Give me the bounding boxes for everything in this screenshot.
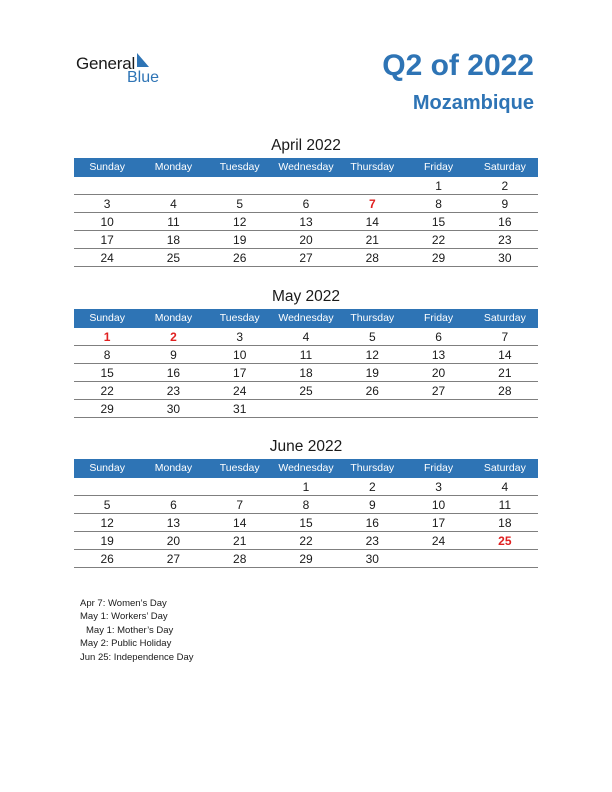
holiday-day-cell: 1 bbox=[103, 330, 111, 344]
country-name: Mozambique bbox=[412, 92, 534, 114]
day-cell: 21 bbox=[498, 366, 512, 380]
day-cell: 11 bbox=[498, 498, 512, 512]
day-cell: 26 bbox=[233, 251, 247, 265]
holiday-day-cell: 25 bbox=[498, 534, 512, 548]
week-row bbox=[74, 195, 538, 213]
month-calendar bbox=[74, 436, 538, 568]
week-row bbox=[74, 177, 538, 195]
holiday-day-cell: 7 bbox=[368, 197, 376, 211]
page-title: Q2 of 2022 bbox=[382, 49, 534, 82]
week-row bbox=[74, 364, 538, 382]
day-cell: 17 bbox=[431, 516, 446, 530]
week-row bbox=[74, 231, 538, 249]
day-cell: 5 bbox=[368, 330, 376, 344]
day-cell: 25 bbox=[166, 251, 181, 265]
day-cell: 4 bbox=[501, 480, 509, 494]
day-cell: 29 bbox=[100, 402, 114, 416]
day-cell: 18 bbox=[299, 366, 313, 380]
day-cell: 22 bbox=[299, 534, 313, 548]
weekday-label: Monday bbox=[154, 161, 193, 173]
day-cell bbox=[405, 400, 471, 418]
day-cell: 17 bbox=[233, 366, 247, 380]
day-cell: 20 bbox=[431, 366, 446, 380]
day-cell: 1 bbox=[302, 480, 310, 494]
day-cell: 16 bbox=[166, 366, 181, 380]
weekday-label: Tuesday bbox=[219, 462, 260, 474]
holiday-note: May 1: Workers’ Day bbox=[80, 611, 168, 623]
day-cell: 27 bbox=[166, 552, 181, 566]
month-title: April 2022 bbox=[271, 137, 341, 154]
week-row bbox=[74, 514, 538, 532]
day-cell: 6 bbox=[302, 197, 310, 211]
day-cell: 29 bbox=[431, 251, 446, 265]
day-cell bbox=[472, 400, 538, 418]
weekday-label: Friday bbox=[423, 312, 454, 324]
day-cell: 12 bbox=[365, 348, 379, 362]
day-cell: 28 bbox=[365, 251, 379, 265]
day-cell: 6 bbox=[435, 330, 442, 344]
day-cell: 19 bbox=[365, 366, 379, 380]
weekday-label: Friday bbox=[423, 161, 454, 173]
day-cell bbox=[74, 177, 140, 195]
day-cell: 19 bbox=[233, 233, 247, 247]
day-cell: 23 bbox=[365, 534, 379, 548]
day-cell: 23 bbox=[166, 384, 181, 398]
day-cell: 3 bbox=[236, 330, 244, 344]
day-cell: 18 bbox=[498, 516, 512, 530]
day-cell: 10 bbox=[233, 348, 247, 362]
weekday-label: Monday bbox=[154, 312, 193, 324]
day-cell bbox=[339, 400, 405, 418]
day-cell: 20 bbox=[299, 233, 313, 247]
day-cell: 13 bbox=[299, 215, 313, 229]
day-cell: 5 bbox=[103, 498, 111, 512]
day-cell: 18 bbox=[166, 233, 181, 247]
day-cell: 28 bbox=[498, 384, 512, 398]
day-cell: 3 bbox=[103, 197, 111, 211]
day-cell bbox=[140, 177, 206, 195]
week-row bbox=[74, 249, 538, 267]
month-title: May 2022 bbox=[271, 288, 341, 305]
weekday-label: Thursday bbox=[350, 161, 395, 173]
day-cell bbox=[339, 177, 405, 195]
month-calendar bbox=[74, 135, 538, 267]
holiday-note: Jun 25: Independence Day bbox=[80, 651, 194, 663]
day-cell: 5 bbox=[236, 197, 244, 211]
day-cell: 10 bbox=[100, 215, 114, 229]
day-cell: 14 bbox=[498, 348, 512, 362]
day-cell: 13 bbox=[431, 348, 446, 362]
weekday-label: Wednesday bbox=[278, 462, 334, 474]
day-cell: 9 bbox=[170, 348, 177, 362]
day-cell bbox=[273, 400, 339, 418]
day-cell: 3 bbox=[435, 480, 442, 494]
logo-triangle-icon bbox=[137, 53, 149, 67]
day-cell: 12 bbox=[100, 516, 114, 530]
day-cell: 13 bbox=[166, 516, 181, 530]
day-cell: 16 bbox=[498, 215, 512, 229]
weekday-label: Monday bbox=[154, 462, 193, 474]
week-row bbox=[74, 400, 538, 418]
logo-word-blue: Blue bbox=[127, 69, 160, 86]
day-cell: 29 bbox=[299, 552, 313, 566]
day-cell: 21 bbox=[233, 534, 247, 548]
day-cell: 19 bbox=[100, 534, 114, 548]
month-title: June 2022 bbox=[269, 438, 343, 455]
day-cell bbox=[207, 177, 273, 195]
week-row bbox=[74, 346, 538, 364]
weekday-label: Saturday bbox=[483, 161, 526, 173]
weekday-label: Thursday bbox=[350, 462, 395, 474]
week-row bbox=[74, 478, 538, 496]
day-cell: 27 bbox=[299, 251, 313, 265]
day-cell: 7 bbox=[236, 498, 244, 512]
day-cell: 17 bbox=[100, 233, 114, 247]
day-cell: 24 bbox=[100, 251, 114, 265]
day-cell: 14 bbox=[233, 516, 247, 530]
logo bbox=[76, 52, 176, 88]
weekday-label: Sunday bbox=[89, 312, 125, 324]
logo-word-general: General bbox=[76, 54, 136, 73]
day-cell: 28 bbox=[233, 552, 247, 566]
week-row bbox=[74, 213, 538, 231]
day-cell: 21 bbox=[365, 233, 379, 247]
day-cell bbox=[405, 550, 471, 568]
day-cell: 10 bbox=[431, 498, 446, 512]
day-cell: 6 bbox=[170, 498, 177, 512]
day-cell: 24 bbox=[431, 534, 446, 548]
day-cell: 22 bbox=[100, 384, 114, 398]
day-cell: 7 bbox=[501, 330, 509, 344]
day-cell: 2 bbox=[368, 480, 376, 494]
day-cell: 26 bbox=[100, 552, 114, 566]
holiday-notes bbox=[80, 597, 194, 664]
day-cell: 12 bbox=[233, 215, 247, 229]
weekday-header bbox=[74, 158, 538, 177]
weekday-header bbox=[74, 459, 538, 478]
weekday-label: Wednesday bbox=[278, 161, 334, 173]
day-cell: 4 bbox=[302, 330, 310, 344]
day-cell: 9 bbox=[501, 197, 509, 211]
day-cell: 14 bbox=[365, 215, 379, 229]
day-cell: 27 bbox=[431, 384, 446, 398]
day-cell: 15 bbox=[100, 366, 114, 380]
week-row bbox=[74, 382, 538, 400]
weekday-label: Wednesday bbox=[278, 312, 334, 324]
day-cell bbox=[74, 478, 140, 496]
week-row bbox=[74, 328, 538, 346]
week-row bbox=[74, 532, 538, 550]
weekday-label: Saturday bbox=[483, 462, 526, 474]
day-cell bbox=[273, 177, 339, 195]
day-cell: 8 bbox=[302, 498, 310, 512]
week-row bbox=[74, 550, 538, 568]
day-cell: 25 bbox=[299, 384, 313, 398]
holiday-note: May 2: Public Holiday bbox=[80, 638, 172, 650]
holiday-day-cell: 2 bbox=[170, 330, 177, 344]
day-cell: 26 bbox=[365, 384, 379, 398]
day-cell: 22 bbox=[431, 233, 446, 247]
day-cell: 31 bbox=[233, 402, 247, 416]
day-cell bbox=[140, 478, 206, 496]
weekday-label: Sunday bbox=[89, 462, 125, 474]
day-cell: 23 bbox=[498, 233, 512, 247]
weekday-label: Tuesday bbox=[219, 312, 260, 324]
weekday-label: Sunday bbox=[89, 161, 125, 173]
holiday-note: Apr 7: Women’s Day bbox=[80, 598, 167, 609]
week-row bbox=[74, 496, 538, 514]
day-cell: 30 bbox=[166, 402, 181, 416]
day-cell: 15 bbox=[299, 516, 313, 530]
day-cell: 20 bbox=[166, 534, 181, 548]
day-cell: 8 bbox=[103, 348, 111, 362]
weekday-label: Friday bbox=[423, 462, 454, 474]
weekday-header bbox=[74, 309, 538, 328]
day-cell: 11 bbox=[299, 348, 313, 362]
holiday-note: May 1: Mother’s Day bbox=[86, 624, 174, 636]
weekday-label: Tuesday bbox=[219, 161, 260, 173]
month-calendar bbox=[74, 286, 538, 418]
day-cell bbox=[207, 478, 273, 496]
weekday-label: Saturday bbox=[483, 312, 526, 324]
day-cell: 4 bbox=[170, 197, 177, 211]
day-cell: 2 bbox=[501, 179, 509, 193]
day-cell: 24 bbox=[233, 384, 247, 398]
day-cell: 15 bbox=[431, 215, 446, 229]
day-cell: 16 bbox=[365, 516, 379, 530]
day-cell: 30 bbox=[365, 552, 379, 566]
day-cell: 30 bbox=[498, 251, 512, 265]
day-cell: 1 bbox=[435, 179, 442, 193]
day-cell: 8 bbox=[435, 197, 442, 211]
day-cell: 9 bbox=[368, 498, 376, 512]
weekday-label: Thursday bbox=[350, 312, 395, 324]
day-cell: 11 bbox=[167, 215, 180, 229]
day-cell bbox=[472, 550, 538, 568]
